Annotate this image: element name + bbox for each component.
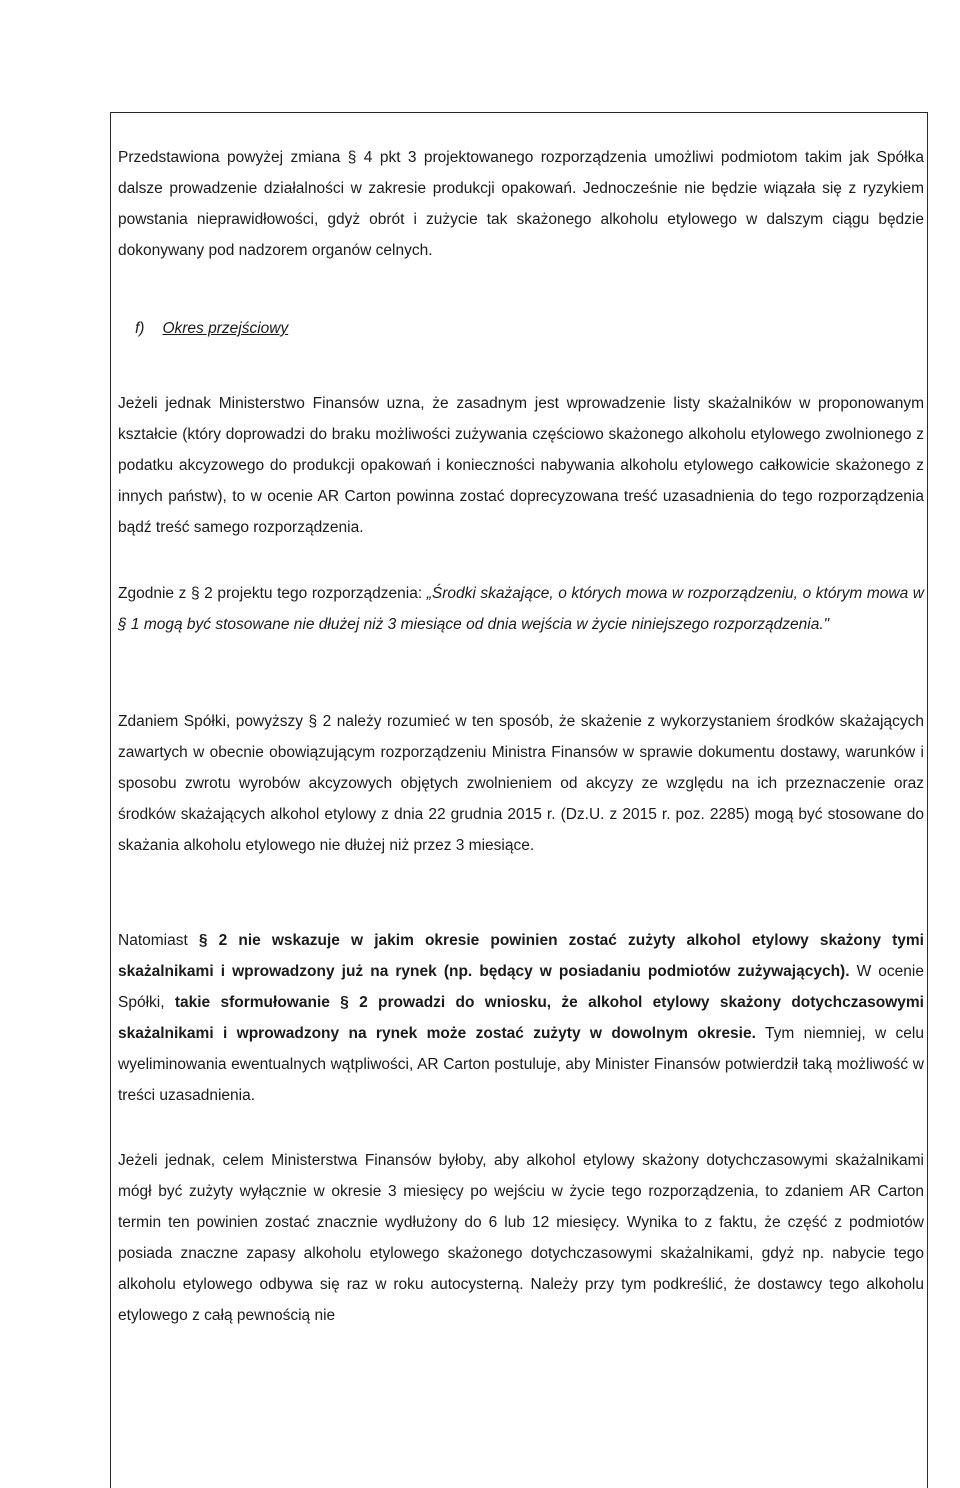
quoted-regulation-text: „Środki skażające, o których mowa w rozporządzeniu, o którym mowa w § 1 mogą być stosowane nie dłużej niż 3 miesiące od dnia wejścia w życie niniejszego rozporządzenia." xyxy=(118,585,924,633)
paragraph-lead-text: Zgodnie z § 2 projektu tego rozporządzenia: xyxy=(118,585,427,602)
section-heading-title: Okres przejściowy xyxy=(162,320,289,337)
paragraph-however xyxy=(118,925,924,1111)
paragraph-text: Przedstawiona powyżej zmiana § 4 pkt 3 projektowanego rozporządzenia umożliwi podmiotom takim jak Spółka dalsze prowadzenie działalności w zakresie produkcji opakowań. Jednocześnie nie będzie wiązała się z ryzykiem powstania nieprawidłowości, gdyż obrót i zużycie tak skażonego alkoholu etylowego w dalszym ciągu będzie dokonywany pod nadzorem organów celnych. xyxy=(118,149,924,259)
paragraph-extension-request xyxy=(118,1145,924,1331)
section-heading-number: f) xyxy=(135,320,145,337)
paragraph-mid-text: W ocenie Spółki, xyxy=(118,963,924,1011)
paragraph-text: Zdaniem Spółki, powyższy § 2 należy rozumieć w ten sposób, że skażenie z wykorzystaniem środków skażających zawartych w obecnie obowiązującym rozporządzeniu Ministra Finansów w sprawie dokumentu dostawy, warunków i sposobu zwrotu wyrobów akcyzowych objętych zwolnieniem od akcyzy ze względu na ich przeznaczenie oraz środków skażających alkohol etylowy z dnia 22 grudnia 2015 r. (Dz.U. z 2015 r. poz. 2285) mogą być stosowane do skażania alkoholu etylowego nie dłużej niż przez 3 miesiące. xyxy=(118,713,924,854)
paragraph-draft-quote xyxy=(118,578,924,640)
paragraph-tail-text: Tym niemniej, w celu wyeliminowania ewentualnych wątpliwości, AR Carton postuluje, aby Minister Finansów potwierdził taką możliwość w treści uzasadnienia. xyxy=(118,1025,924,1104)
section-heading-transition-period xyxy=(135,313,288,344)
bold-statement-1: § 2 nie wskazuje w jakim okresie powinien zostać zużyty alkohol etylowy skażony tymi skażalnikami i wprowadzony już na rynek (np. będący w posiadaniu podmiotów zużywających). xyxy=(118,932,924,980)
bold-statement-2: takie sformułowanie § 2 prowadzi do wniosku, że alkohol etylowy skażony dotychczasowymi skażalnikami i wprowadzony na rynek może zostać zużyty w dowolnym okresie. xyxy=(118,994,924,1042)
paragraph-company-opinion xyxy=(118,706,924,861)
paragraph-transition-change xyxy=(118,142,924,266)
paragraph-text: Jeżeli jednak Ministerstwo Finansów uzna, że zasadnym jest wprowadzenie listy skażalników w proponowanym kształcie (który doprowadzi do braku możliwości zużywania częściowo skażonego alkoholu etylowego zwolnionego z podatku akcyzowego do produkcji opakowań i konieczności nabywania alkoholu etylowego całkowicie skażonego z innych państw), to w ocenie AR Carton powinna zostać doprecyzowana treść uzasadnienia do tego rozporządzenia bądź treść samego rozporządzenia. xyxy=(118,395,924,536)
paragraph-ministry-list xyxy=(118,388,924,543)
paragraph-lead-text: Natomiast xyxy=(118,932,199,949)
paragraph-text: Jeżeli jednak, celem Ministerstwa Finansów byłoby, aby alkohol etylowy skażony dotychczasowymi skażalnikami mógł być zużyty wyłącznie w okresie 3 miesięcy po wejściu w życie tego rozporządzenia, to zdaniem AR Carton termin ten powinien zostać znacznie wydłużony do 6 lub 12 miesięcy. Wynika to z faktu, że część z podmiotów posiada znaczne zapasy alkoholu etylowego skażonego dotychczasowymi skażalnikami, gdyż np. nabycie tego alkoholu etylowego odbywa się raz w roku autocysterną. Należy przy tym podkreślić, że dostawcy tego alkoholu etylowego z całą pewnością nie xyxy=(118,1152,924,1324)
